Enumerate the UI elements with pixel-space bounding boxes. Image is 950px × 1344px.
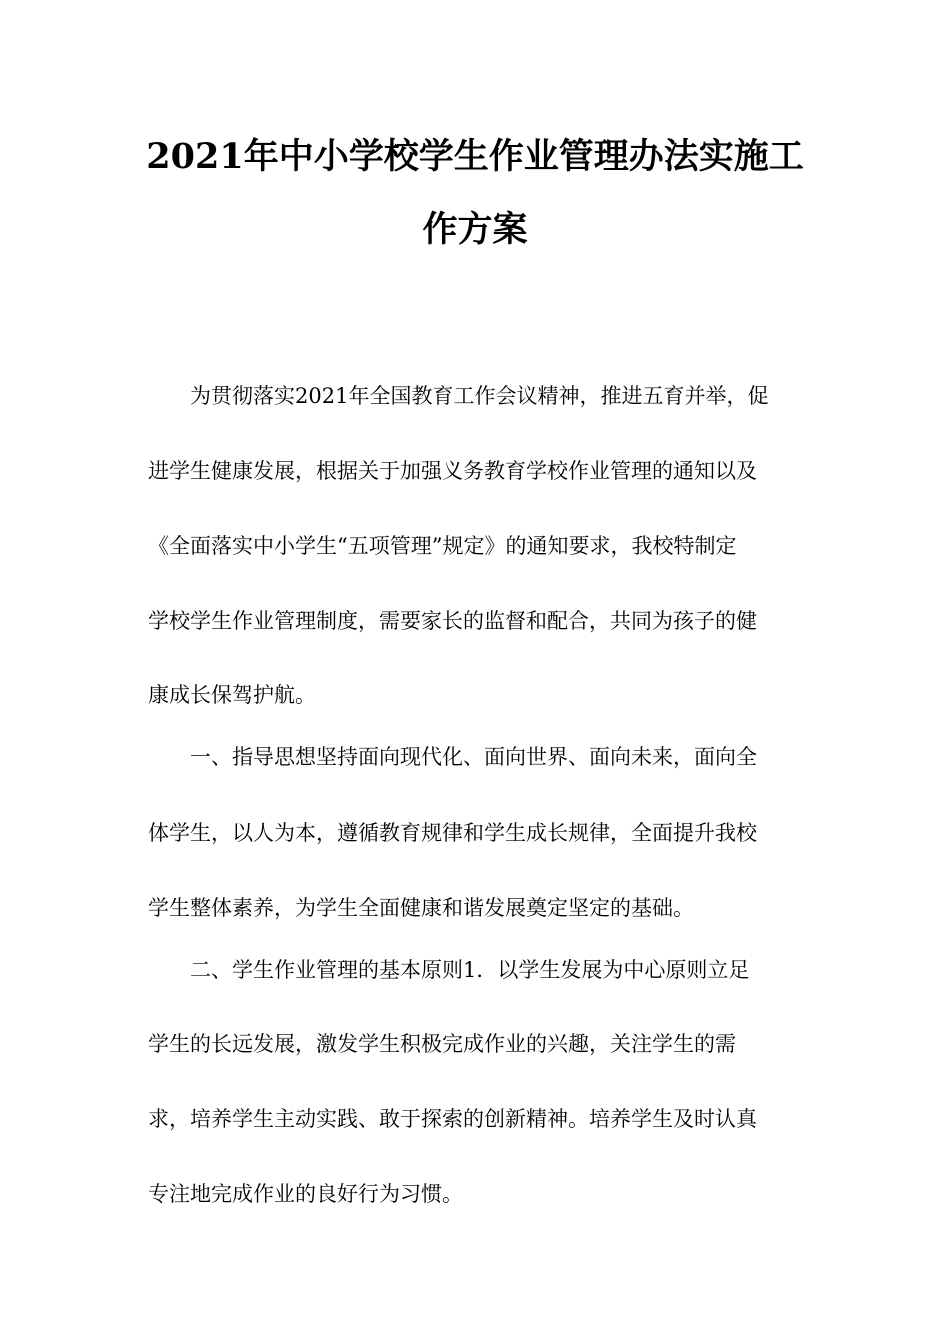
body-line-11: 求，培养学生主动实践、敢于探索的创新精神。培养学生及时认真	[148, 1107, 757, 1131]
body-line-9: 二、学生作业管理的基本原则1．以学生发展为中心原则立足	[190, 958, 750, 982]
document-title-line-2: 作方案	[422, 209, 528, 250]
body-line-6: 一、指导思想坚持面向现代化、面向世界、面向未来，面向全	[190, 745, 757, 769]
body-line-7: 体学生，以人为本，遵循教育规律和学生成长规律，全面提升我校	[148, 821, 757, 845]
body-line-2: 进学生健康发展，根据关于加强义务教育学校作业管理的通知以及	[148, 459, 757, 483]
body-line-10: 学生的长远发展，激发学生积极完成作业的兴趣，关注学生的需	[148, 1032, 736, 1056]
body-line-3: 《全面落实中小学生“五项管理”规定》的通知要求，我校特制定	[148, 534, 737, 558]
body-line-4: 学校学生作业管理制度，需要家长的监督和配合，共同为孩子的健	[148, 609, 757, 633]
body-line-8: 学生整体素养，为学生全面健康和谐发展奠定坚定的基础。	[148, 896, 694, 920]
body-line-1: 为贯彻落实2021年全国教育工作会议精神，推进五育并举，促	[190, 384, 769, 408]
document-title-line-1: 2021年中小学校学生作业管理办法实施工	[146, 136, 804, 177]
body-line-5: 康成长保驾护航。	[148, 683, 316, 707]
body-line-12: 专注地完成作业的良好行为习惯。	[148, 1182, 463, 1206]
